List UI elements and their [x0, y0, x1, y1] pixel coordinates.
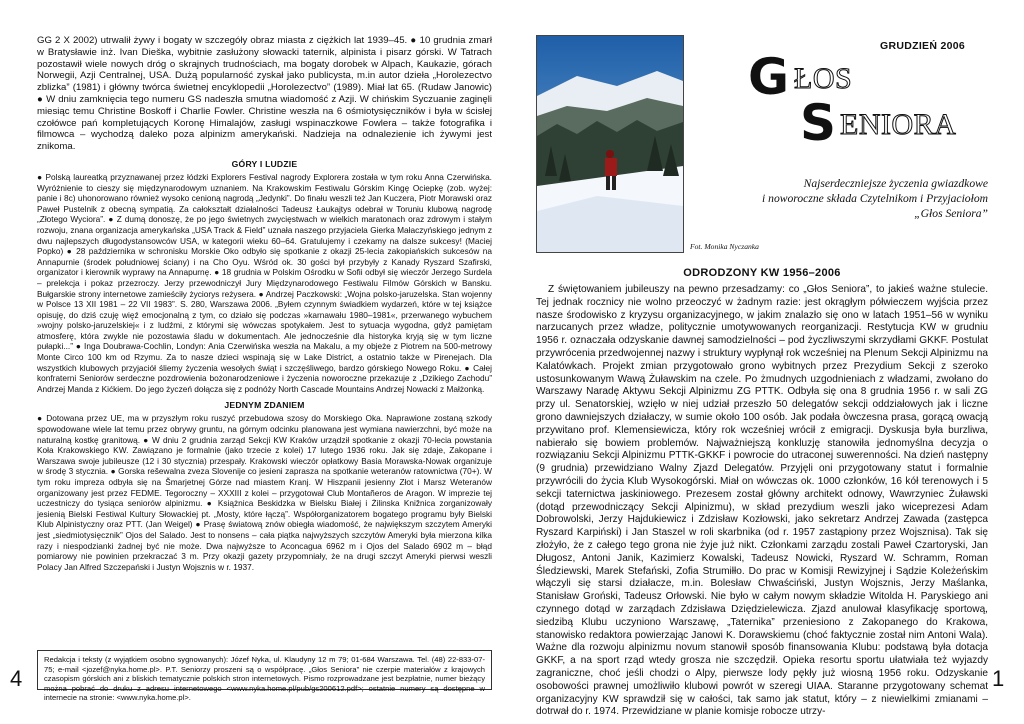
page-number-left: 4	[10, 666, 23, 691]
article-body: Z świętowaniem jubileuszy na pewno przesadzamy: co „Głos Seniora”, to jakieś ważne stulecie. Tej jednak rocznicy nie wolno przeoczyć w żadnym razie: jest okrągłym półwieczem wyjścia przez nasze środowisko z kryzysu organizacyjnego, w jakim znalazło się ono w latach 1951–56 w wyniku narzucanych przez władze, politycznie umotywowanych reorganizacji. Restytucja KW w grudniu 1956 r. oznaczała odzyskanie dawnej samodzielności – pod życzliwszymi skrzydłami GKKF. Postulat przywrócenia przedwojennej nazwy i struktury wypłynął rok wcześniej na Plenum Sekcji Alpinizmu na Kalatówkach. Projekt zmian przygotowało grono wybitnych przez Prezydium Sekcji z szeroko ustosunkowanym Wawą Żuławskim na czele. Po żmudnych uzgodnieniach z władzami, zwołano do Warszawy Naradę Aktywu Sekcji Alpinizmu ZG PTTK. Odbyła się ona 8 grudnia 1956 r. w sali ZG przy ul. Senatorskiej, wzięło w niej udział przeszło 50 delegatów sekcji oddziałowych jak i liczne grono dawniejszych działaczy, w sumie około 100 osób. Jak podała òwczesna prasa, gorącą owacją przywitano prof. Klemensiewicza, który rok wcześniej wrócił z emigracji. Dyskusja była burzliwa, nabierało się bowiem problemów. Najważniejszą konkluzję stanowiła jednomyślna decyzja o rozwiązaniu Sekcji Alpinizmu PTTK-GKKF i powrocie do utraconej suwerenności. Na dzień następny (9 grudnia) przewidziano Walny Zjazd Delegatów. Przyjęli oni przygotowany statut i formalnie przywrócili do życia Klub Wysokogórski. Miał on wówczas ok. 1000 członków, 16 kół terenowych i 5 sekcji taternictwa jaskiniowego. Prezesem został główny architekt odnowy, Wawrzyniec Żuławski (dotąd przewodniczący Sekcji Alpinizmu), w skład prezydium weszli jako wiceprezesi Adam Dobrowolski, Jerzy Hajdukiewicz i Zdzisław Kozłowski, jako sekretarz Andrzej Zawada (zastępca Ryszard Karpiński) i Jan Staszel w roli skarbnika (od r. 1957 zastąpiony przez Wojsznisa). Tak się złożyło, że z całego tego grona nie żyje już nikt. Członkami zarządu zostali Paweł Czartoryski, Jan Długosz, Antoni Janik, Kazimierz Kowalski, Tadeusz Nowicki, Ryszard W. Schramm, Roman Śledziewski, Marek Stefański, Zofia Strumiłło. Do prac w Komisji Rewizyjnej i Sądzie Koleżeńskim włączyli się starsi działacze, m.in. Bolesław Chwaściński, Justyn Wojsznis, Jerzy Maślanka, Stanisław Groński, Tadeusz Orłowski. Nie było w całym nowym składzie Witolda H. Paryskiego ani czynnego dotąd w zarządach Zdzisława Dziędzielewicza. Zjazd anulował klasyfikację sportową, siedzibą Klubu uczyniono Warszawę, „Taternika” przeniesiono z Zakopanego do Krakowa, stanowisko redaktora powierzając Janowi K. Dorawskiemu (choć faktycznie został nim Antoni Wala). Ważne dla rozwoju alpinizmu novum stanowił sposób finansowania Klubu: podstawą była dotacja GKKF, a na sport rząd wtedy grosza nie szczędził. Opieka resortu sportu ułatwiała też wyjazdy zagraniczne, choć jeśli chodzi o Alpy, pierwsze lody pękły już wiosną 1956 roku. Odzyskanie osobowości prawnej umożliwiło klubowi powrót w szeregi UIAA. Staranne przygotowany schemat organizacyjny KW sprawdził się w całości, tak samo jak statut, który – z niewielkimi zmianami – dotrwał do r. 1974. Przewidziane w planie komisje robocze utrzy-	[536, 284, 988, 718]
section-text-jednym-zdaniem: ● Dotowana przez UE, ma w przyszłym roku ruszyć przebudowa szosy do Morskiego Oka. Naprawione zostaną szkody spowodowane wiele lat temu przez obrywy gruntu, na górnym odcinku planowana jest wymiana nawierzchni, być może na naturalną kostkę granitową. ● W dniu 2 grudnia zarząd Sekcji KW Kraków urządził spotkanie z okazji 70-lecia powstania Koła Krakowskiego KW. Zawiązano je formalnie (jako trzecie z kolei) 17 lutego 1936 roku. Jak się zdaje, Zakopane i Warszawa swoje jubileusze (12 i 30 stycznia) przespały. Krakowski wieczór opłatkowy Basia Morawska-Nowak organizuje w środę 3 stycznia. ● Gorska rešewalna zveza Slovenije co jesieni zaprasza na spotkanie weteranów ratownictwa (70+). W tym roku impreza odbyła się na Šmarjetnej Górze nad miastem Kranj. W Hiszpanii jesienny Złot i Marsz Weteranów organizowany jest przez FEDME. Tegoroczny – XXXIII z kolei – przygotował Club Montañeros de Aragon. W imprezie tej uczestniczy do tysiąca seniorów alpinizmu. ● Książnica Beskidzka w Bielsku Białej i Żilinska Knižnica zorganizowały jesienią Bielski Festiwal Kultury Słowackiej pt. „Mosty, które łączą”. Współorganizatorem bogatego programu były Bielski Klub Alpinistyczny oraz PTT. (Jan Weigel) ● Prasę światową znów obiegła wiadomość, że największym szczytem Ameryki jest „siedmiotysięcznik” Ojos del Salado. Jest to nonsens – cała piątka najwyższych szczytów Ameryki była mierzona kilka razy i niespodzianki żadnej być nie może. Dwa najwyższe to Aconcagua 6962 m i Ojos del Salado 6902 m – błąd pomiarowy nie powinien przekraczać 3 m. Przy okazji gazety przypomniały, że na drugi szczyt Ameryki pierwsi weszli Polacy Jan Alfred Szczepański i Justyn Wojsznis w r. 1937.	[37, 413, 492, 572]
section-heading-jednym-zdaniem: JEDNYM ZDANIEM	[224, 400, 305, 411]
winter-landscape-image	[537, 36, 683, 252]
wishes-line-3: „Głos Seniora”	[914, 207, 988, 220]
left-column	[37, 35, 492, 572]
photo-caption: Fot. Monika Nyczanka	[690, 242, 759, 251]
issue-date: GRUDZIEŃ 2006	[880, 40, 966, 52]
section-heading-gory-i-ludzie: GÓRY I LUDZIE	[231, 158, 298, 169]
wishes-line-1: Najserdeczniejsze życzenia gwiazdkowe	[803, 177, 988, 190]
wishes-line-2: i noworoczne składa Czytelnikom i Przyjaciołom	[762, 192, 988, 205]
intro-paragraph: GG 2 X 2002) utrwalił żywy i bogaty w szczegóły obraz miasta z ciężkich lat 1939–45. ● 10 grudnia zmarł w Bratysławie inż. Ivan Dieška, wybitnie zasłużony słowacki taternik, alpinista i pisarz górski. W Tatrach pozostawił wiele nowych dróg o skrajnych trudnościach, ma bogaty dorobek w Alpach, Kaukazie, górach Norwegii, Azji Centralnej, USA. Dużą popularność zyskał jako publicysta, m.in autor dzieła „Horolezectvo zblizka” (1981) i główny twórca świetnej encyklopedii „Horolezectvo” (1989). Miał lat 65. (Rudaw Janowic) ● W dniu zamknięcia tego numeru GS nadeszła smutna wiadomość z Azji. W chińskim Syczuanie zaginęli miesiąc temu Christine Boskoff i Charlie Fowler. Christine weszła na 6 ośmiotysięczników i była w ścisłej czołówce pań kompletujących Koronę Himalajów, zasługi wspinaczkowe Fowlera – także fotografika i filmowca – wychodzą daleko poza alpinizm amerykański. Nadzieja na odnalezienie ich żywymi jest znikoma.	[37, 35, 492, 153]
holiday-wishes	[700, 176, 988, 221]
editorial-info-box: Redakcja i teksty (z wyjątkiem osobno sygnowanych): Józef Nyka, ul. Klaudyny 12 m 79; 01-684 Warszawa. Tel. (48) 22-833-07-75; e-mail <jozef@nyka.home.pl>. P.T. Seniorzy proszeni są o współpracę. „Głos Seniora” nie czerpie materiałów z krajowych czasopism górskich ani z bliskich tematycznie polskich stron internetowych. Pismo rozprowadzane jest bezpłatnie, numer bieżący można pobrać do druku z adresu internetowego <www.nyka.home.pl/pub/gs200612.pdf>; ostatnie numery są dostępne w internecie na stronie: <www.nyka.home.pl>.	[37, 650, 492, 690]
logo-letter-s: S	[800, 94, 837, 152]
page-number-right: 1	[992, 666, 1005, 691]
logo-text-eniora: ENIORA	[840, 108, 957, 141]
glos-seniora-logo	[748, 48, 988, 152]
logo-letter-g: G	[748, 48, 790, 106]
logo-text-los: ŁOS	[794, 62, 853, 95]
section-text-gory-i-ludzie: ● Polską laureatką przyznawanej przez łódzki Explorers Festival nagrody Explorera została w tym roku Anna Czerwińska. Wyróżnienie to cieszy się międzynarodowym uznaniem. Na Krakowskim Festiwalu Górskim Kingę Ociepkę (zob. wyżej: panie i 8c) uhonorowano również wysoko cenioną nagrodą „Jedynki”. Do finału weszli też Jan Kuczera, Piotr Morawski oraz Paweł Pustelnik z obecną sympatią. Za całokształt działalności Tadeusz Łaukajtys odebrał w Toruniu klubową nagrodę „Złotego Wyciora”. ● Z dumą donoszę, że po jego świetnych zwycięstwach w wielkich maratonach oraz zdrowym i stałym rozwoju, znana organizacja amerykańska „USA Track & Field” uznała naszego przyjaciela Gierka Małaczyńskiego jednym z dwu najlepszych długodystansowców USA, w kategorii wieku 60–64. Gratulujemy i czekamy na dalsze sukcesy! (Maciej Popko) ● 28 października w schronisku Morskie Oko odbyło się spotkanie z okazji 25-lecia zakopiańskich sukcesów na Annapurnie (środek południowej ściany) i na Cho Oyu. Wśród ok. 30 gości był przybyły z Kanady Ryszard Szafirski, organizator i kierownik wyprawy na Annapurnę. ● 18 grudnia w Polskim Ośrodku w Sofii odbył się wieczór Jerzego Surdela – prelekcja i pokaz przezroczy. Jerzy przewodniczył Jury Międzynarodowego Festiwalu Filmów Górskich w Bansku. Bułgarskie strony internetowe zamieściły życiorys reżysera. ● Andrzej Paczkowski: „Wojna polsko-jaruzelska. Stan wojenny w Polsce 13 XII 1981 – 22 VII 1983”. S. 280, Warszawa 2006. „Byłem czynnym świadkiem wydarzeń, które w tej książce opisuję, do dziś czuję więź emocjonalną z tym, co działo się podczas »karnawału 1980–1981«, przerwanego wybuchem »wojny polsko-jaruzelskiej« i z ludźmi, z którymi się wówczas spotykałem. Jest to sytuacja wygodna, gdyż pamiętam atmosferę, która zwykle nie pozostawia śladu w dokumentach. Ale jednocześnie dla historyka kryją się w tym liczne pułapki...” ● Inga Doubrawa-Cochlin, Londyn: Ania Czerwińska weszła na Makalu, a my objeże z Piotrem na 500-metrowy Monte Circo 100 km od Rzymu. Za to nasze dzieci wspinają się w Lake District, a ostatnio także w Pirenejach. Dla wszystkich klubowych przyjaciół śliemy życzenia wesołych świąt i szczęśliwego, bardzo górskiego Nowego Roku. ● Całej konfraterni Seniorów serdeczne pozdrowienia bożonarodzeniowe i życzenia noworoczne przekazuje z „Dzikiego Zachodu” Andrzej Manda z Kićkiem. Do jego życzeń dołącza się z podnóży North Cascade Mountains Andrzej Nowacki z Małżonką.	[37, 171, 492, 394]
article-title: ODRODZONY KW 1956–2006	[683, 267, 841, 279]
winter-photo	[536, 35, 684, 253]
